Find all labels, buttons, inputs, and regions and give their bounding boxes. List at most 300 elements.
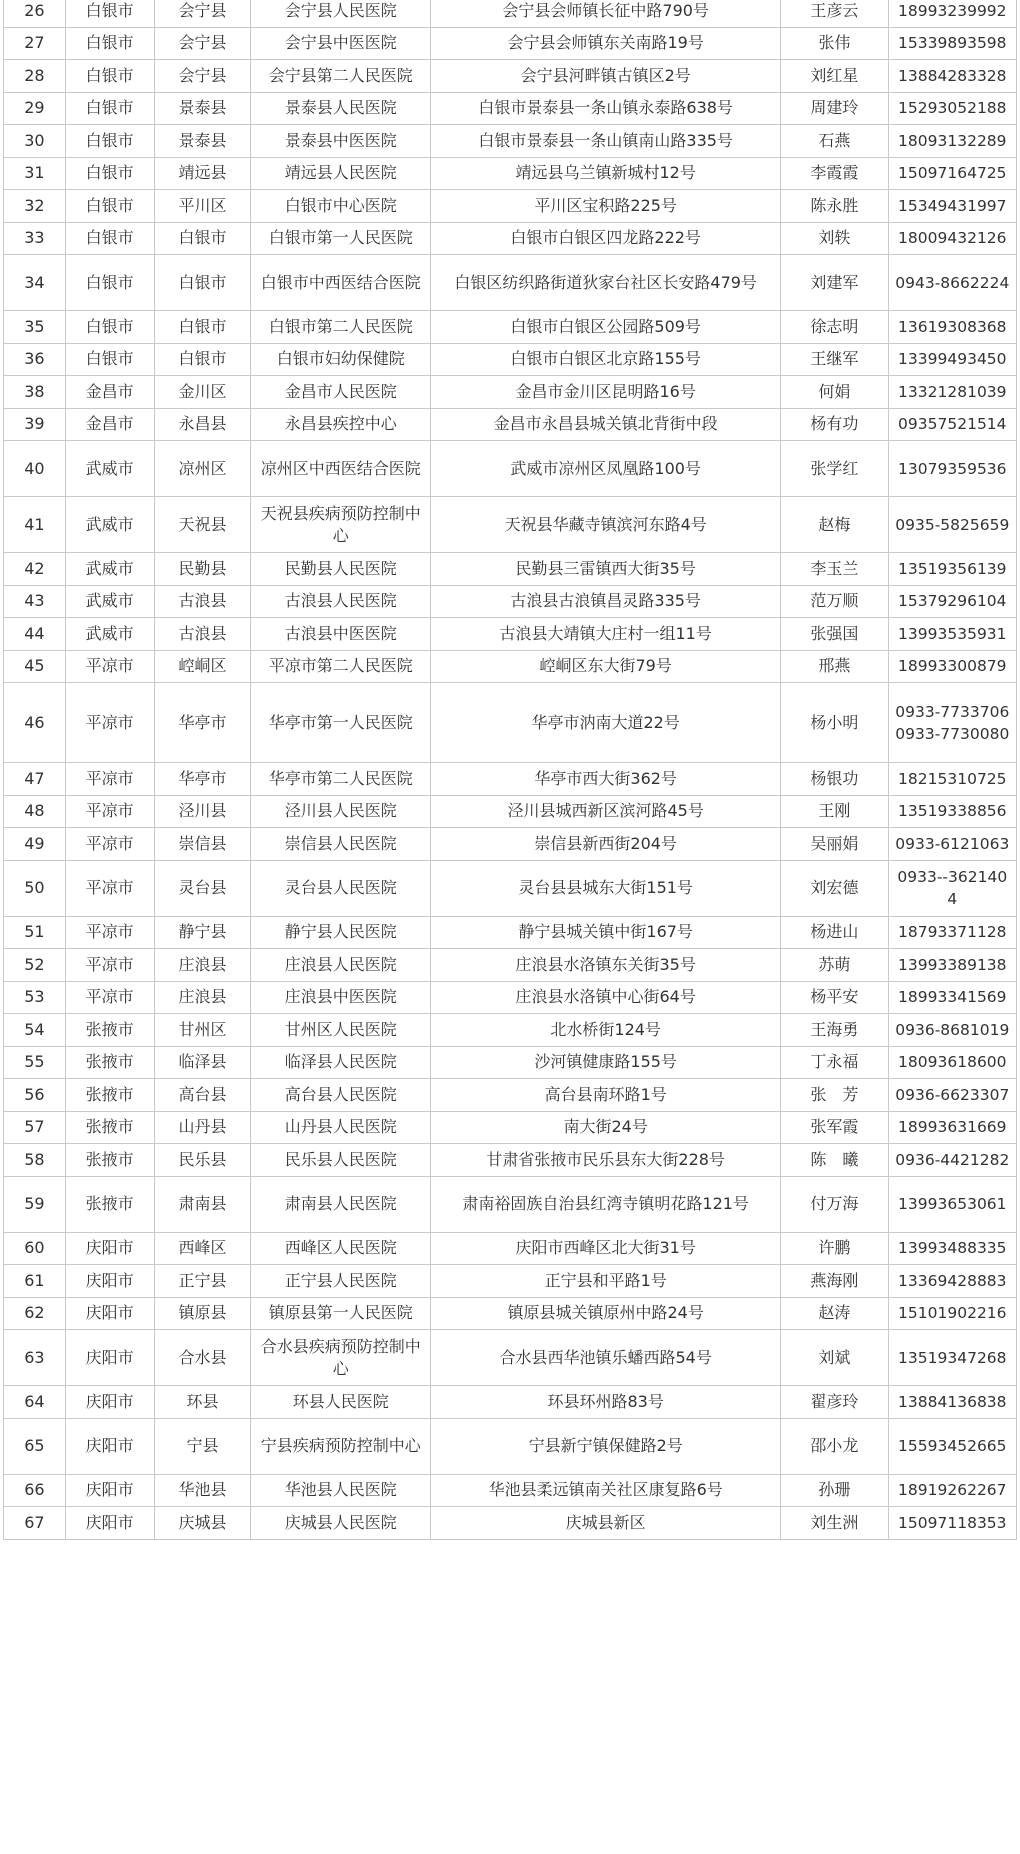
contact-person-cell: 张 芳 (781, 1079, 888, 1112)
county-cell: 民勤县 (154, 553, 251, 586)
county-cell: 崇信县 (154, 828, 251, 861)
table-row (4, 553, 1017, 586)
county-cell: 平川区 (154, 190, 251, 223)
contact-person-cell: 邵小龙 (781, 1418, 888, 1474)
city-cell: 平凉市 (65, 981, 154, 1014)
address-cell: 正宁县和平路1号 (431, 1265, 781, 1298)
row-number: 30 (4, 125, 66, 158)
county-cell: 静宁县 (154, 916, 251, 949)
hospital-name-cell: 古浪县人民医院 (251, 585, 431, 618)
city-cell: 庆阳市 (65, 1507, 154, 1540)
address-cell: 白银区纺织路街道狄家台社区长安路479号 (431, 255, 781, 311)
row-number: 48 (4, 795, 66, 828)
county-cell: 庆城县 (154, 1507, 251, 1540)
phone-cell: 15097164725 (888, 157, 1016, 190)
table-row (4, 683, 1017, 763)
row-number: 57 (4, 1111, 66, 1144)
hospital-name-cell: 凉州区中西医结合医院 (251, 441, 431, 497)
city-cell: 平凉市 (65, 763, 154, 796)
table-row (4, 255, 1017, 311)
hospital-name-cell: 环县人民医院 (251, 1386, 431, 1419)
phone-cell: 0936-4421282 (888, 1144, 1016, 1177)
county-cell: 环县 (154, 1386, 251, 1419)
city-cell: 武威市 (65, 553, 154, 586)
phone-cell: 0935-5825659 (888, 497, 1016, 553)
phone-cell: 18793371128 (888, 916, 1016, 949)
table-row (4, 125, 1017, 158)
county-cell: 民乐县 (154, 1144, 251, 1177)
hospital-name-cell: 山丹县人民医院 (251, 1111, 431, 1144)
county-cell: 会宁县 (154, 27, 251, 60)
row-number: 47 (4, 763, 66, 796)
row-number: 34 (4, 255, 66, 311)
hospital-name-cell: 合水县疾病预防控制中心 (251, 1330, 431, 1386)
table-row (4, 92, 1017, 125)
hospital-name-cell: 靖远县人民医院 (251, 157, 431, 190)
address-cell: 武威市凉州区凤凰路100号 (431, 441, 781, 497)
address-cell: 金昌市金川区昆明路16号 (431, 376, 781, 409)
county-cell: 古浪县 (154, 618, 251, 651)
row-number: 56 (4, 1079, 66, 1112)
city-cell: 白银市 (65, 190, 154, 223)
table-body (4, 0, 1017, 1539)
city-cell: 平凉市 (65, 916, 154, 949)
address-cell: 白银市白银区公园路509号 (431, 311, 781, 344)
contact-person-cell: 张伟 (781, 27, 888, 60)
table-row (4, 311, 1017, 344)
contact-person-cell: 徐志明 (781, 311, 888, 344)
county-cell: 景泰县 (154, 125, 251, 158)
county-cell: 肃南县 (154, 1176, 251, 1232)
address-cell: 金昌市永昌县城关镇北背街中段 (431, 408, 781, 441)
city-cell: 武威市 (65, 585, 154, 618)
row-number: 27 (4, 27, 66, 60)
address-cell: 会宁县河畔镇古镇区2号 (431, 60, 781, 93)
city-cell: 庆阳市 (65, 1386, 154, 1419)
hospital-name-cell: 永昌县疾控中心 (251, 408, 431, 441)
contact-person-cell: 杨小明 (781, 683, 888, 763)
contact-person-cell: 赵涛 (781, 1297, 888, 1330)
phone-cell: 18093618600 (888, 1046, 1016, 1079)
phone-cell: 18993631669 (888, 1111, 1016, 1144)
hospital-contact-table (3, 0, 1017, 1540)
address-cell: 会宁县会师镇东关南路19号 (431, 27, 781, 60)
table-row (4, 441, 1017, 497)
city-cell: 武威市 (65, 441, 154, 497)
table-row (4, 763, 1017, 796)
hospital-name-cell: 肃南县人民医院 (251, 1176, 431, 1232)
city-cell: 庆阳市 (65, 1330, 154, 1386)
address-cell: 华亭市西大街362号 (431, 763, 781, 796)
hospital-name-cell: 金昌市人民医院 (251, 376, 431, 409)
table-row (4, 1386, 1017, 1419)
contact-person-cell: 燕海刚 (781, 1265, 888, 1298)
city-cell: 武威市 (65, 618, 154, 651)
phone-cell: 18993341569 (888, 981, 1016, 1014)
row-number: 40 (4, 441, 66, 497)
row-number: 29 (4, 92, 66, 125)
contact-person-cell: 王彦云 (781, 0, 888, 27)
hospital-name-cell: 华亭市第一人民医院 (251, 683, 431, 763)
table-row (4, 1144, 1017, 1177)
hospital-name-cell: 庄浪县中医医院 (251, 981, 431, 1014)
row-number: 58 (4, 1144, 66, 1177)
address-cell: 天祝县华藏寺镇滨河东路4号 (431, 497, 781, 553)
contact-person-cell: 杨有功 (781, 408, 888, 441)
hospital-name-cell: 崇信县人民医院 (251, 828, 431, 861)
hospital-name-cell: 正宁县人民医院 (251, 1265, 431, 1298)
row-number: 44 (4, 618, 66, 651)
row-number: 63 (4, 1330, 66, 1386)
table-row (4, 618, 1017, 651)
hospital-name-cell: 会宁县第二人民医院 (251, 60, 431, 93)
row-number: 31 (4, 157, 66, 190)
phone-cell: 18215310725 (888, 763, 1016, 796)
contact-person-cell: 石燕 (781, 125, 888, 158)
city-cell: 白银市 (65, 27, 154, 60)
phone-cell: 13993535931 (888, 618, 1016, 651)
address-cell: 庆阳市西峰区北大街31号 (431, 1232, 781, 1265)
hospital-name-cell: 临泽县人民医院 (251, 1046, 431, 1079)
city-cell: 白银市 (65, 222, 154, 255)
hospital-name-cell: 庆城县人民医院 (251, 1507, 431, 1540)
phone-cell: 0943-8662224 (888, 255, 1016, 311)
contact-person-cell: 何娟 (781, 376, 888, 409)
city-cell: 平凉市 (65, 860, 154, 916)
city-cell: 平凉市 (65, 828, 154, 861)
contact-person-cell: 刘轶 (781, 222, 888, 255)
table-row (4, 1330, 1017, 1386)
contact-person-cell: 吴丽娟 (781, 828, 888, 861)
table-row (4, 1176, 1017, 1232)
contact-person-cell: 陈 曦 (781, 1144, 888, 1177)
contact-person-cell: 刘建军 (781, 255, 888, 311)
address-cell: 古浪县大靖镇大庄村一组11号 (431, 618, 781, 651)
phone-cell: 0933--3621404 (888, 860, 1016, 916)
city-cell: 张掖市 (65, 1046, 154, 1079)
county-cell: 华池县 (154, 1474, 251, 1507)
address-cell: 宁县新宁镇保健路2号 (431, 1418, 781, 1474)
hospital-name-cell: 平凉市第二人民医院 (251, 650, 431, 683)
phone-cell: 0933-7733706 0933-7730080 (888, 683, 1016, 763)
county-cell: 崆峒区 (154, 650, 251, 683)
contact-person-cell: 许鹏 (781, 1232, 888, 1265)
contact-person-cell: 刘生洲 (781, 1507, 888, 1540)
address-cell: 泾川县城西新区滨河路45号 (431, 795, 781, 828)
county-cell: 凉州区 (154, 441, 251, 497)
contact-person-cell: 范万顺 (781, 585, 888, 618)
contact-person-cell: 周建玲 (781, 92, 888, 125)
hospital-name-cell: 会宁县人民医院 (251, 0, 431, 27)
phone-cell: 0936-6623307 (888, 1079, 1016, 1112)
county-cell: 白银市 (154, 255, 251, 311)
contact-person-cell: 杨进山 (781, 916, 888, 949)
row-number: 51 (4, 916, 66, 949)
phone-cell: 13079359536 (888, 441, 1016, 497)
row-number: 53 (4, 981, 66, 1014)
county-cell: 庄浪县 (154, 981, 251, 1014)
table-row (4, 222, 1017, 255)
table-row (4, 1507, 1017, 1540)
contact-person-cell: 陈永胜 (781, 190, 888, 223)
county-cell: 会宁县 (154, 60, 251, 93)
county-cell: 天祝县 (154, 497, 251, 553)
phone-cell: 0933-6121063 (888, 828, 1016, 861)
contact-person-cell: 赵梅 (781, 497, 888, 553)
phone-cell: 09357521514 (888, 408, 1016, 441)
address-cell: 高台县南环路1号 (431, 1079, 781, 1112)
hospital-name-cell: 静宁县人民医院 (251, 916, 431, 949)
table-row (4, 343, 1017, 376)
contact-person-cell: 丁永福 (781, 1046, 888, 1079)
phone-cell: 15379296104 (888, 585, 1016, 618)
hospital-name-cell: 白银市第二人民医院 (251, 311, 431, 344)
address-cell: 合水县西华池镇乐蟠西路54号 (431, 1330, 781, 1386)
table-row (4, 1232, 1017, 1265)
row-number: 66 (4, 1474, 66, 1507)
contact-person-cell: 张学红 (781, 441, 888, 497)
phone-cell: 13619308368 (888, 311, 1016, 344)
city-cell: 平凉市 (65, 683, 154, 763)
row-number: 62 (4, 1297, 66, 1330)
phone-cell: 18993239992 (888, 0, 1016, 27)
county-cell: 庄浪县 (154, 949, 251, 982)
contact-person-cell: 苏萌 (781, 949, 888, 982)
address-cell: 白银市白银区四龙路222号 (431, 222, 781, 255)
phone-cell: 0936-8681019 (888, 1014, 1016, 1047)
hospital-name-cell: 白银市妇幼保健院 (251, 343, 431, 376)
address-cell: 华亭市汭南大道22号 (431, 683, 781, 763)
city-cell: 白银市 (65, 92, 154, 125)
hospital-name-cell: 高台县人民医院 (251, 1079, 431, 1112)
table-row (4, 860, 1017, 916)
table-row (4, 981, 1017, 1014)
table-row (4, 408, 1017, 441)
address-cell: 灵台县县城东大街151号 (431, 860, 781, 916)
table-row (4, 1418, 1017, 1474)
address-cell: 白银市景泰县一条山镇南山路335号 (431, 125, 781, 158)
city-cell: 白银市 (65, 255, 154, 311)
row-number: 46 (4, 683, 66, 763)
phone-cell: 18093132289 (888, 125, 1016, 158)
city-cell: 平凉市 (65, 949, 154, 982)
table-row (4, 949, 1017, 982)
county-cell: 景泰县 (154, 92, 251, 125)
county-cell: 白银市 (154, 222, 251, 255)
table-row (4, 795, 1017, 828)
address-cell: 庄浪县水洛镇中心街64号 (431, 981, 781, 1014)
hospital-name-cell: 华池县人民医院 (251, 1474, 431, 1507)
address-cell: 环县环州路83号 (431, 1386, 781, 1419)
address-cell: 白银市景泰县一条山镇永泰路638号 (431, 92, 781, 125)
county-cell: 临泽县 (154, 1046, 251, 1079)
hospital-name-cell: 白银市第一人民医院 (251, 222, 431, 255)
row-number: 65 (4, 1418, 66, 1474)
hospital-name-cell: 甘州区人民医院 (251, 1014, 431, 1047)
city-cell: 张掖市 (65, 1014, 154, 1047)
city-cell: 平凉市 (65, 795, 154, 828)
row-number: 33 (4, 222, 66, 255)
city-cell: 庆阳市 (65, 1265, 154, 1298)
address-cell: 会宁县会师镇长征中路790号 (431, 0, 781, 27)
hospital-name-cell: 景泰县人民医院 (251, 92, 431, 125)
contact-person-cell: 张强国 (781, 618, 888, 651)
address-cell: 庆城县新区 (431, 1507, 781, 1540)
table-row (4, 1474, 1017, 1507)
table-row (4, 1014, 1017, 1047)
contact-person-cell: 刘宏德 (781, 860, 888, 916)
contact-person-cell: 王刚 (781, 795, 888, 828)
city-cell: 庆阳市 (65, 1297, 154, 1330)
row-number: 49 (4, 828, 66, 861)
table-row (4, 1265, 1017, 1298)
city-cell: 白银市 (65, 343, 154, 376)
row-number: 55 (4, 1046, 66, 1079)
hospital-name-cell: 会宁县中医医院 (251, 27, 431, 60)
row-number: 52 (4, 949, 66, 982)
county-cell: 华亭市 (154, 683, 251, 763)
address-cell: 北水桥街124号 (431, 1014, 781, 1047)
address-cell: 平川区宝积路225号 (431, 190, 781, 223)
phone-cell: 13321281039 (888, 376, 1016, 409)
address-cell: 民勤县三雷镇西大街35号 (431, 553, 781, 586)
county-cell: 靖远县 (154, 157, 251, 190)
contact-person-cell: 李霞霞 (781, 157, 888, 190)
table-row (4, 60, 1017, 93)
hospital-name-cell: 泾川县人民医院 (251, 795, 431, 828)
county-cell: 古浪县 (154, 585, 251, 618)
hospital-name-cell: 民乐县人民医院 (251, 1144, 431, 1177)
row-number: 36 (4, 343, 66, 376)
county-cell: 白银市 (154, 311, 251, 344)
phone-cell: 13519356139 (888, 553, 1016, 586)
contact-person-cell: 付万海 (781, 1176, 888, 1232)
hospital-name-cell: 白银市中西医结合医院 (251, 255, 431, 311)
contact-person-cell: 刘红星 (781, 60, 888, 93)
address-cell: 庄浪县水洛镇东关街35号 (431, 949, 781, 982)
hospital-name-cell: 华亭市第二人民医院 (251, 763, 431, 796)
hospital-name-cell: 宁县疾病预防控制中心 (251, 1418, 431, 1474)
city-cell: 张掖市 (65, 1144, 154, 1177)
county-cell: 泾川县 (154, 795, 251, 828)
row-number: 32 (4, 190, 66, 223)
phone-cell: 13519347268 (888, 1330, 1016, 1386)
row-number: 54 (4, 1014, 66, 1047)
city-cell: 张掖市 (65, 1079, 154, 1112)
hospital-name-cell: 庄浪县人民医院 (251, 949, 431, 982)
city-cell: 庆阳市 (65, 1418, 154, 1474)
city-cell: 金昌市 (65, 376, 154, 409)
county-cell: 灵台县 (154, 860, 251, 916)
row-number: 64 (4, 1386, 66, 1419)
contact-person-cell: 翟彦玲 (781, 1386, 888, 1419)
county-cell: 金川区 (154, 376, 251, 409)
phone-cell: 13993389138 (888, 949, 1016, 982)
table-row (4, 1297, 1017, 1330)
phone-cell: 18919262267 (888, 1474, 1016, 1507)
city-cell: 武威市 (65, 497, 154, 553)
phone-cell: 18009432126 (888, 222, 1016, 255)
contact-person-cell: 孙珊 (781, 1474, 888, 1507)
row-number: 38 (4, 376, 66, 409)
city-cell: 庆阳市 (65, 1474, 154, 1507)
table-row (4, 0, 1017, 27)
phone-cell: 13884136838 (888, 1386, 1016, 1419)
contact-person-cell: 邢燕 (781, 650, 888, 683)
hospital-name-cell: 天祝县疾病预防控制中心 (251, 497, 431, 553)
contact-person-cell: 王继军 (781, 343, 888, 376)
hospital-name-cell: 西峰区人民医院 (251, 1232, 431, 1265)
county-cell: 甘州区 (154, 1014, 251, 1047)
row-number: 42 (4, 553, 66, 586)
hospital-name-cell: 古浪县中医医院 (251, 618, 431, 651)
phone-cell: 13519338856 (888, 795, 1016, 828)
phone-cell: 13369428883 (888, 1265, 1016, 1298)
county-cell: 会宁县 (154, 0, 251, 27)
table-row (4, 1046, 1017, 1079)
address-cell: 白银市白银区北京路155号 (431, 343, 781, 376)
row-number: 26 (4, 0, 66, 27)
address-cell: 靖远县乌兰镇新城村12号 (431, 157, 781, 190)
city-cell: 平凉市 (65, 650, 154, 683)
address-cell: 南大街24号 (431, 1111, 781, 1144)
address-cell: 崇信县新西街204号 (431, 828, 781, 861)
row-number: 28 (4, 60, 66, 93)
phone-cell: 13399493450 (888, 343, 1016, 376)
contact-person-cell: 刘斌 (781, 1330, 888, 1386)
hospital-name-cell: 灵台县人民医院 (251, 860, 431, 916)
contact-person-cell: 王海勇 (781, 1014, 888, 1047)
table-row (4, 828, 1017, 861)
address-cell: 华池县柔远镇南关社区康复路6号 (431, 1474, 781, 1507)
city-cell: 白银市 (65, 157, 154, 190)
row-number: 35 (4, 311, 66, 344)
contact-person-cell: 张军霞 (781, 1111, 888, 1144)
table-row (4, 157, 1017, 190)
row-number: 39 (4, 408, 66, 441)
address-cell: 沙河镇健康路155号 (431, 1046, 781, 1079)
phone-cell: 15293052188 (888, 92, 1016, 125)
row-number: 59 (4, 1176, 66, 1232)
contact-person-cell: 杨银功 (781, 763, 888, 796)
city-cell: 张掖市 (65, 1111, 154, 1144)
table-row (4, 190, 1017, 223)
address-cell: 镇原县城关镇原州中路24号 (431, 1297, 781, 1330)
phone-cell: 13993488335 (888, 1232, 1016, 1265)
table-row (4, 916, 1017, 949)
phone-cell: 15349431997 (888, 190, 1016, 223)
city-cell: 庆阳市 (65, 1232, 154, 1265)
phone-cell: 13884283328 (888, 60, 1016, 93)
phone-cell: 13993653061 (888, 1176, 1016, 1232)
table-row (4, 585, 1017, 618)
county-cell: 合水县 (154, 1330, 251, 1386)
table-row (4, 497, 1017, 553)
hospital-name-cell: 白银市中心医院 (251, 190, 431, 223)
row-number: 60 (4, 1232, 66, 1265)
city-cell: 白银市 (65, 125, 154, 158)
phone-cell: 15101902216 (888, 1297, 1016, 1330)
city-cell: 白银市 (65, 311, 154, 344)
county-cell: 高台县 (154, 1079, 251, 1112)
county-cell: 西峰区 (154, 1232, 251, 1265)
city-cell: 张掖市 (65, 1176, 154, 1232)
phone-cell: 15593452665 (888, 1418, 1016, 1474)
county-cell: 镇原县 (154, 1297, 251, 1330)
city-cell: 金昌市 (65, 408, 154, 441)
county-cell: 华亭市 (154, 763, 251, 796)
county-cell: 正宁县 (154, 1265, 251, 1298)
